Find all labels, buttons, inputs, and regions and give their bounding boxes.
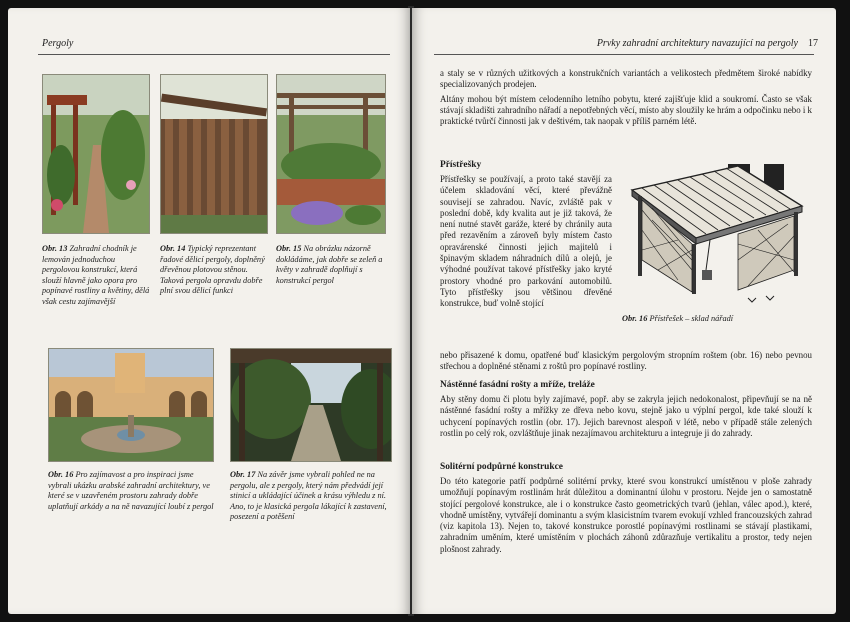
shelter-illustration bbox=[618, 160, 810, 310]
photo-fence-pergola bbox=[160, 74, 268, 234]
fig16-text-left: Pro zajímavost a pro inspiraci jsme vybrali ukázku arabské zahradní architektury, ve které se v uzavřeném prostoru zahrady dobře uplatňují arkády a na ně navazující loubí z pergol bbox=[48, 470, 214, 511]
left-page bbox=[8, 8, 410, 614]
section-solitaire-text: Do této kategorie patří podpůrné solitérní prvky, které svou konstrukcí umístěnou v ploše zahrady umožňují popínavým rostlinám hrát důležitou a dominantní úlohu v prostoru. Nejde jen o samostatně stojící pergolové konstrukce, ale i o konstrukce často geometrických tvarů (jehlan, válec apod.), které, vhodně umístěny, vytvářejí dominantu a svým klasicistním tvarem evokují vzhled francouzských zahrad (viz kapitola 13). Nejen to, takové konstrukce porostlé popínavými rostlinami se stávají plastikami, zahradním uměním, které umístěním v plochách záhonů zdůrazňuje vertikalitu a prostor, tedy nejen plošnost zahrady. bbox=[440, 476, 812, 554]
fig17-text: Na závěr jsme vybrali pohled ne na pergolu, ale z pergoly, který nám předvádí její stinicí a ukládající účinek a krásu výhledu z ní. Ano, to je klasická pergola lákající k zastavení, posezení a potěšení bbox=[230, 470, 387, 522]
caption-fig14 bbox=[160, 244, 268, 297]
caption-fig16-shelter bbox=[622, 314, 812, 325]
fig16-number-right: Obr. 16 bbox=[622, 314, 648, 323]
header-rule-right bbox=[434, 54, 814, 55]
section-title-solitaire: Solitérní podpůrné konstrukce bbox=[440, 462, 563, 472]
intro-text bbox=[440, 68, 812, 130]
fig16-text-right: Přístřešek – sklad nářadí bbox=[649, 314, 734, 323]
photo-arabic-courtyard bbox=[48, 348, 214, 462]
fig13-text: Zahradní chodník je lemován jednoduchou pergolovou konstrukcí, která slouží hlavně jako opora pro popínavé rostliny a květiny, dělá však cestu zajímavější bbox=[42, 244, 150, 306]
fig15-text: Na obrázku názorně dokládáme, jak dobře se zeleň a květy v zahradě doplňují s konstrukcí pergol bbox=[276, 244, 383, 285]
section-title-treillage: Nástěnné fasádní rošty a mříže, treláže bbox=[440, 380, 595, 390]
fig17-number: Obr. 17 bbox=[230, 470, 256, 479]
caption-fig16-left bbox=[48, 470, 214, 512]
caption-fig17 bbox=[230, 470, 390, 523]
header-rule bbox=[38, 54, 390, 55]
caption-fig13 bbox=[42, 244, 152, 308]
running-head-right bbox=[597, 38, 818, 49]
photo-view-from-pergola bbox=[230, 348, 392, 462]
fig14-number: Obr. 14 bbox=[160, 244, 186, 253]
page-number: 17 bbox=[808, 38, 818, 49]
section-treillage-text: Aby stěny domu či plotu byly zajímavé, popř. aby se zakryla jejich nedokonalost, připevňují se na ně nástěnné fasádní rošty a mřížky ze dřeva nebo kovu, stejně jako u výplní pergol, kde také slouží k uchycení popínavých rostlin (obr. 17). Jejich barevnost alespoň v létě, nebo v případě stále zelených rostlin po celý rok, ozvláštňuje jinak nezajímavou architekturu a integruje ji do zahrady. bbox=[440, 394, 812, 438]
fig14-text: Typický reprezentant řadové dělicí pergoly, doplněný dřevěnou plotovou stěnou. Taková pergola opravdu dobře plní svou dělicí funkci bbox=[160, 244, 265, 296]
running-head-left: Pergoly bbox=[42, 38, 74, 49]
caption-fig15 bbox=[276, 244, 384, 286]
photo-garden-path-pergola bbox=[42, 74, 150, 234]
photo-flowers-pergola bbox=[276, 74, 386, 234]
right-page bbox=[412, 8, 836, 614]
intro-paragraph-2: Altány mohou být místem celodenního letního pobytu, které zajišťuje klid a soukromí. Často se však stávají skladišti zahradního nářadí a nepotřebných věcí, místo aby sloužily ke hrám a odpočinku nebo i k praktické tvůrčí činnosti jak v deštivém, tak naopak v příliš parném létě. bbox=[440, 93, 812, 127]
fig15-number: Obr. 15 bbox=[276, 244, 302, 253]
fig16-number-left: Obr. 16 bbox=[48, 470, 74, 479]
running-head-title: Prvky zahradní architektury navazující na pergoly bbox=[596, 38, 798, 49]
fig13-number: Obr. 13 bbox=[42, 244, 68, 253]
section-pristresky-text-cont: nebo přisazené k domu, opatřené buď klasickým pergolovým stropním roštem (obr. 16) nebo pevnou střechou a doplněné stěnami z roštů pro popínavé rostliny. bbox=[440, 350, 812, 372]
section-pristresky-text: Přístřešky se používají, a proto také stavějí za účelem skladování věcí, které převážně souvisejí se zahradou. Navíc, zvláště pak v poslední době, kdy kvalita aut je již taková, že není nutné stavět garáže, které by chránily auta před rezavěním a zároveň byly místem často opravárenské činnosti jejich majitelů i špinavým skladem náhradních dílů a olejů, je výhodné používat takové přístřešky jako kryté prostory vhodné pro parkování automobilů. Tyto přístřešky jsou většinou dřevěné konstrukce, buď volně stojící bbox=[440, 174, 612, 309]
section-title-pristresky: Přístřešky bbox=[440, 160, 482, 170]
intro-paragraph-1: a staly se v různých užitkových a konstrukčních variantách a velikostech předmětem široké nabídky specializovaných prodejen. bbox=[440, 68, 812, 90]
